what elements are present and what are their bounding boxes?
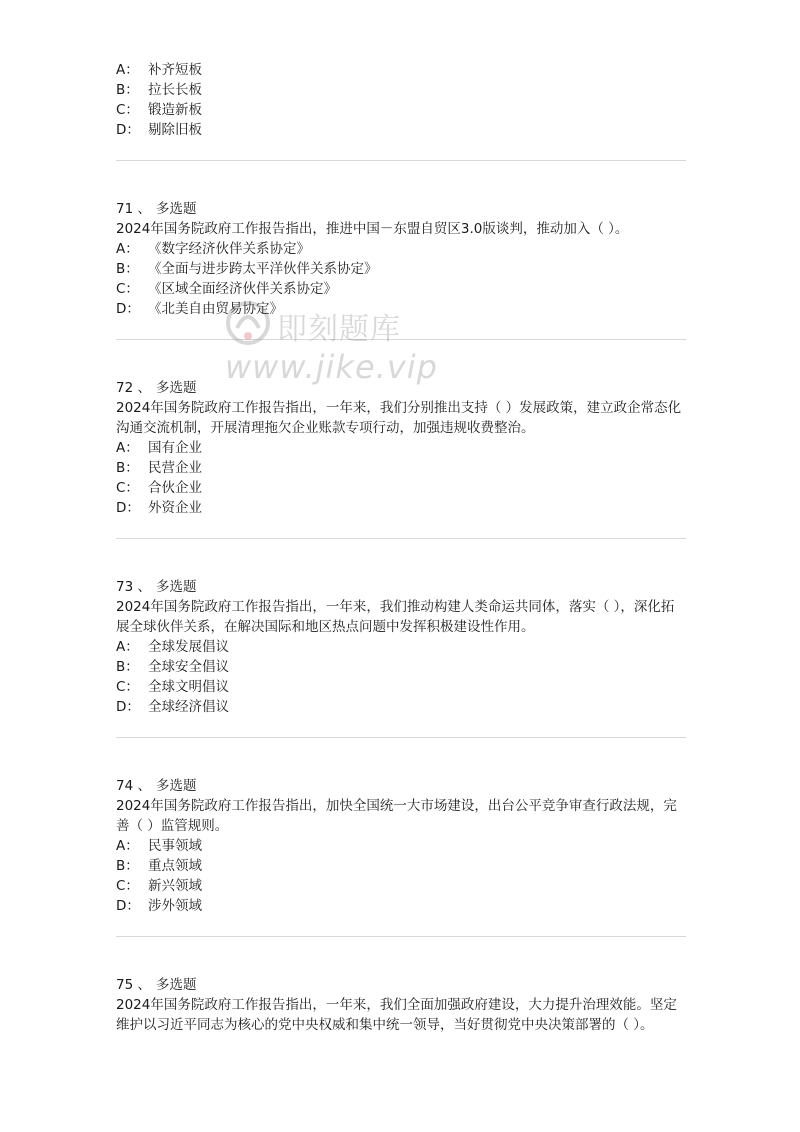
question-header: 72 、 多选题 bbox=[116, 380, 197, 396]
question-stem: 2024年国务院政府工作报告指出，推进中国－东盟自贸区3.0版谈判，推动加入（ ）。 bbox=[116, 221, 629, 237]
watermark-url: www.jike.vip bbox=[225, 348, 438, 386]
option-c: C： 《区域全面经济伙伴关系协定》 bbox=[116, 281, 337, 297]
option-b: B： 民营企业 bbox=[116, 460, 202, 476]
divider bbox=[116, 339, 686, 340]
divider bbox=[116, 160, 686, 161]
option-d: D： 全球经济倡议 bbox=[116, 699, 229, 715]
divider bbox=[116, 737, 686, 738]
option-c: C： 锻造新板 bbox=[116, 102, 202, 118]
option-a: A： 《数字经济伙伴关系协定》 bbox=[116, 241, 310, 257]
option-a: A： 民事领域 bbox=[116, 838, 202, 854]
question-72 bbox=[116, 378, 686, 518]
question-header: 75 、 多选题 bbox=[116, 977, 197, 993]
option-b: B： 拉长长板 bbox=[116, 82, 202, 98]
question-stem: 2024年国务院政府工作报告指出，一年来，我们全面加强政府建设，大力提升治理效能。坚定维护以习近平同志为核心的党中央权威和集中统一领导，当好贯彻党中央决策部署的（ ）。 bbox=[116, 997, 677, 1033]
watermark-brand: 即刻题库 bbox=[277, 312, 401, 347]
option-c: C： 全球文明倡议 bbox=[116, 679, 229, 695]
question-stem: 2024年国务院政府工作报告指出，一年来，我们推动构建人类命运共同体，落实（ ），深化拓展全球伙伴关系，在解决国际和地区热点问题中发挥积极建设性作用。 bbox=[116, 599, 675, 635]
question-75 bbox=[116, 975, 686, 1035]
question-stem: 2024年国务院政府工作报告指出，一年来，我们分别推出支持（ ）发展政策，建立政企常态化沟通交流机制，开展清理拖欠企业账款专项行动，加强违规收费整治。 bbox=[116, 400, 682, 436]
option-d: D： 《北美自由贸易协定》 bbox=[116, 301, 283, 317]
option-a: A： 补齐短板 bbox=[116, 62, 202, 78]
option-c: C： 新兴领域 bbox=[116, 878, 202, 894]
question-stem: 2024年国务院政府工作报告指出，加快全国统一大市场建设，出台公平竞争审查行政法规，完善（ ）监管规则。 bbox=[116, 798, 677, 834]
option-b: B： 重点领域 bbox=[116, 858, 202, 874]
question-header: 74 、 多选题 bbox=[116, 778, 197, 794]
question-header: 71 、 多选题 bbox=[116, 201, 197, 217]
divider bbox=[116, 936, 686, 937]
question-73 bbox=[116, 577, 686, 717]
prev-question-options bbox=[116, 60, 686, 140]
option-d: D： 涉外领域 bbox=[116, 898, 202, 914]
document-page bbox=[116, 60, 686, 1035]
option-d: D： 剔除旧板 bbox=[116, 122, 202, 138]
option-d: D： 外资企业 bbox=[116, 500, 202, 516]
option-c: C： 合伙企业 bbox=[116, 480, 202, 496]
option-a: A： 全球发展倡议 bbox=[116, 639, 229, 655]
option-b: B： 《全面与进步跨太平洋伙伴关系协定》 bbox=[116, 261, 378, 277]
option-b: B： 全球安全倡议 bbox=[116, 659, 229, 675]
divider bbox=[116, 538, 686, 539]
question-71 bbox=[116, 199, 686, 319]
question-header: 73 、 多选题 bbox=[116, 579, 197, 595]
question-74 bbox=[116, 776, 686, 916]
option-a: A： 国有企业 bbox=[116, 440, 202, 456]
